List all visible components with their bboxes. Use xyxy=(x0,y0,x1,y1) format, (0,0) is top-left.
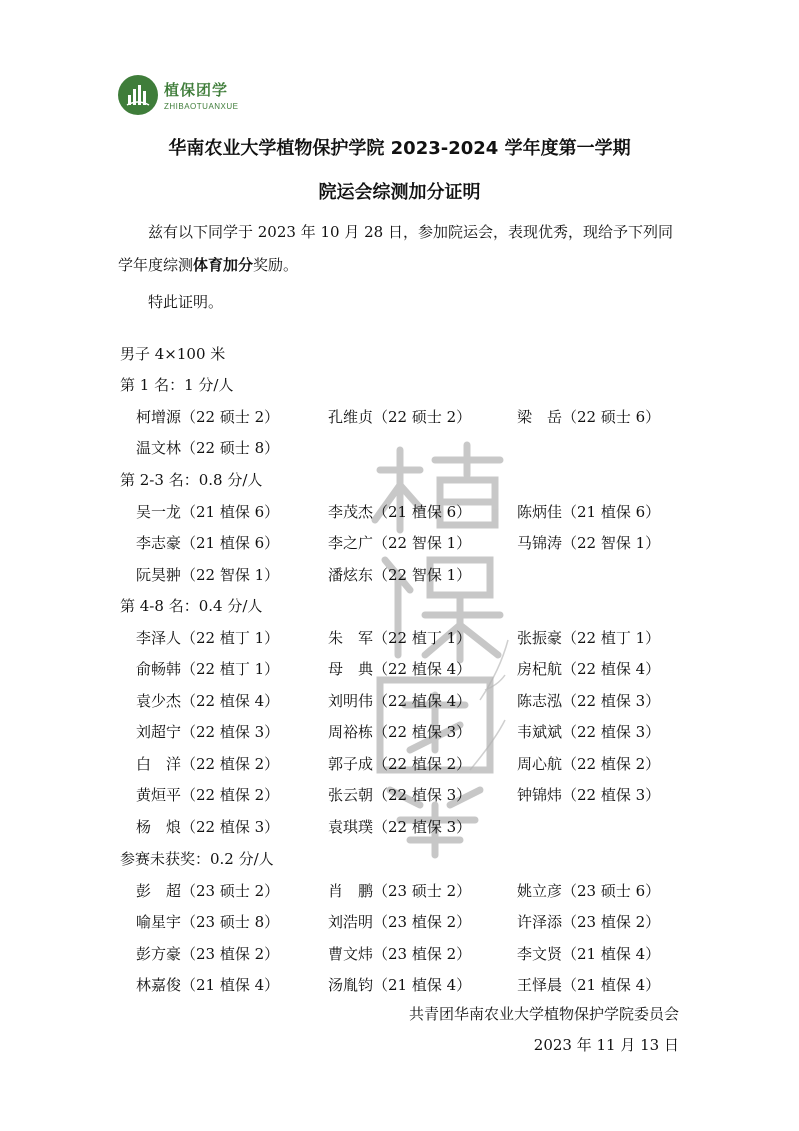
logo-emblem-icon xyxy=(118,75,158,115)
student-entry: 张云朝（22 植保 3） xyxy=(328,786,472,804)
tier-label: 第 1 名：1 分/人 xyxy=(120,376,234,394)
intro-text: 兹有以下同学于 2023 年 10 月 28 日，参加院运会，表现优秀，现给予下列同学年度综测 xyxy=(118,223,673,274)
student-entry: 韦斌斌（22 植保 3） xyxy=(517,723,661,741)
student-entry: 彭 超（23 硕士 2） xyxy=(136,881,280,900)
student-entry: 曹文炜（23 植保 2） xyxy=(328,944,472,963)
student-entry: 喻星宇（23 硕士 8） xyxy=(136,913,280,931)
issue-date: 2023 年 11 月 13 日 xyxy=(533,1036,679,1054)
student-entry: 陈炳佳（21 植保 6） xyxy=(517,502,661,521)
student-entry: 彭方豪（23 植保 2） xyxy=(136,944,280,963)
student-entry: 潘炫东（22 智保 1） xyxy=(328,565,472,584)
student-entry: 李泽人（22 植丁 1） xyxy=(136,628,280,647)
logo xyxy=(118,72,239,118)
student-entry: 许泽添（23 植保 2） xyxy=(517,913,661,931)
logo-name-cn: 植保团学 xyxy=(164,81,229,99)
student-entry: 白 洋（22 植保 2） xyxy=(136,754,280,773)
student-entry: 李志豪（21 植保 6） xyxy=(136,534,280,552)
student-entry: 袁琪璞（22 植保 3） xyxy=(328,817,472,836)
tier-label: 第 4-8 名：0.4 分/人 xyxy=(120,597,263,615)
intro-paragraph xyxy=(118,216,684,282)
student-entry: 刘明伟（22 植保 4） xyxy=(328,691,472,710)
student-entry: 李茂杰（21 植保 6） xyxy=(328,502,472,521)
student-entry: 孔维贞（22 硕士 2） xyxy=(328,407,472,426)
student-entry: 房杞航（22 植保 4） xyxy=(517,660,661,678)
tier-label: 第 2-3 名：0.8 分/人 xyxy=(120,471,263,489)
student-entry: 张振豪（22 植丁 1） xyxy=(517,628,661,647)
student-entry: 郭子成（22 植保 2） xyxy=(328,754,472,773)
student-entry: 刘超宁（22 植保 3） xyxy=(136,723,280,741)
event-title: 男子 4×100 米 xyxy=(120,345,226,363)
student-entry: 王怿晨（21 植保 4） xyxy=(517,976,661,994)
student-entry: 刘浩明（23 植保 2） xyxy=(328,913,472,931)
student-entry: 吴一龙（21 植保 6） xyxy=(136,502,280,521)
issuing-organization: 共青团华南农业大学植物保护学院委员会 xyxy=(408,1005,679,1023)
student-entry: 马锦涛（22 智保 1） xyxy=(517,534,661,552)
student-entry: 杨 烺（22 植保 3） xyxy=(136,817,280,836)
student-entry: 朱 军（22 植丁 1） xyxy=(328,628,472,647)
student-entry: 母 典（22 植保 4） xyxy=(328,660,472,678)
student-entry: 李之广（22 智保 1） xyxy=(328,534,472,552)
intro-text-end: 奖励。 xyxy=(253,256,299,274)
student-entry: 林嘉俊（21 植保 4） xyxy=(136,976,280,994)
student-entry: 袁少杰（22 植保 4） xyxy=(136,691,280,710)
document-title: 华南农业大学植物保护学院 2023-2024 学年度第一学期 xyxy=(168,138,631,159)
student-entry: 汤胤钧（21 植保 4） xyxy=(328,976,472,994)
certify-paragraph: 特此证明。 xyxy=(148,293,224,311)
student-entry: 黄烜平（22 植保 2） xyxy=(136,786,280,804)
student-entry: 陈志泓（22 植保 3） xyxy=(517,691,661,710)
intro-bold-text: 体育加分 xyxy=(193,256,254,274)
logo-name-en: ZHIBAOTUANXUE xyxy=(164,102,239,111)
student-entry: 俞畅韩（22 植丁 1） xyxy=(136,660,280,678)
document-subtitle: 院运会综测加分证明 xyxy=(318,182,481,203)
student-entry: 姚立彦（23 硕士 6） xyxy=(517,881,661,900)
student-entry: 肖 鹏（23 硕士 2） xyxy=(328,881,472,900)
student-entry: 阮昊翀（22 智保 1） xyxy=(136,565,280,584)
tier-label: 参赛未获奖：0.2 分/人 xyxy=(120,850,274,868)
student-entry: 李文贤（21 植保 4） xyxy=(517,944,661,963)
student-entry: 柯增源（22 硕士 2） xyxy=(136,407,280,426)
student-entry: 周心航（22 植保 2） xyxy=(517,754,661,773)
student-entry: 梁 岳（22 硕士 6） xyxy=(517,407,661,426)
student-entry: 钟锦炜（22 植保 3） xyxy=(517,786,661,804)
student-entry: 温文林（22 硕士 8） xyxy=(136,439,280,457)
student-entry: 周裕栋（22 植保 3） xyxy=(328,723,472,741)
